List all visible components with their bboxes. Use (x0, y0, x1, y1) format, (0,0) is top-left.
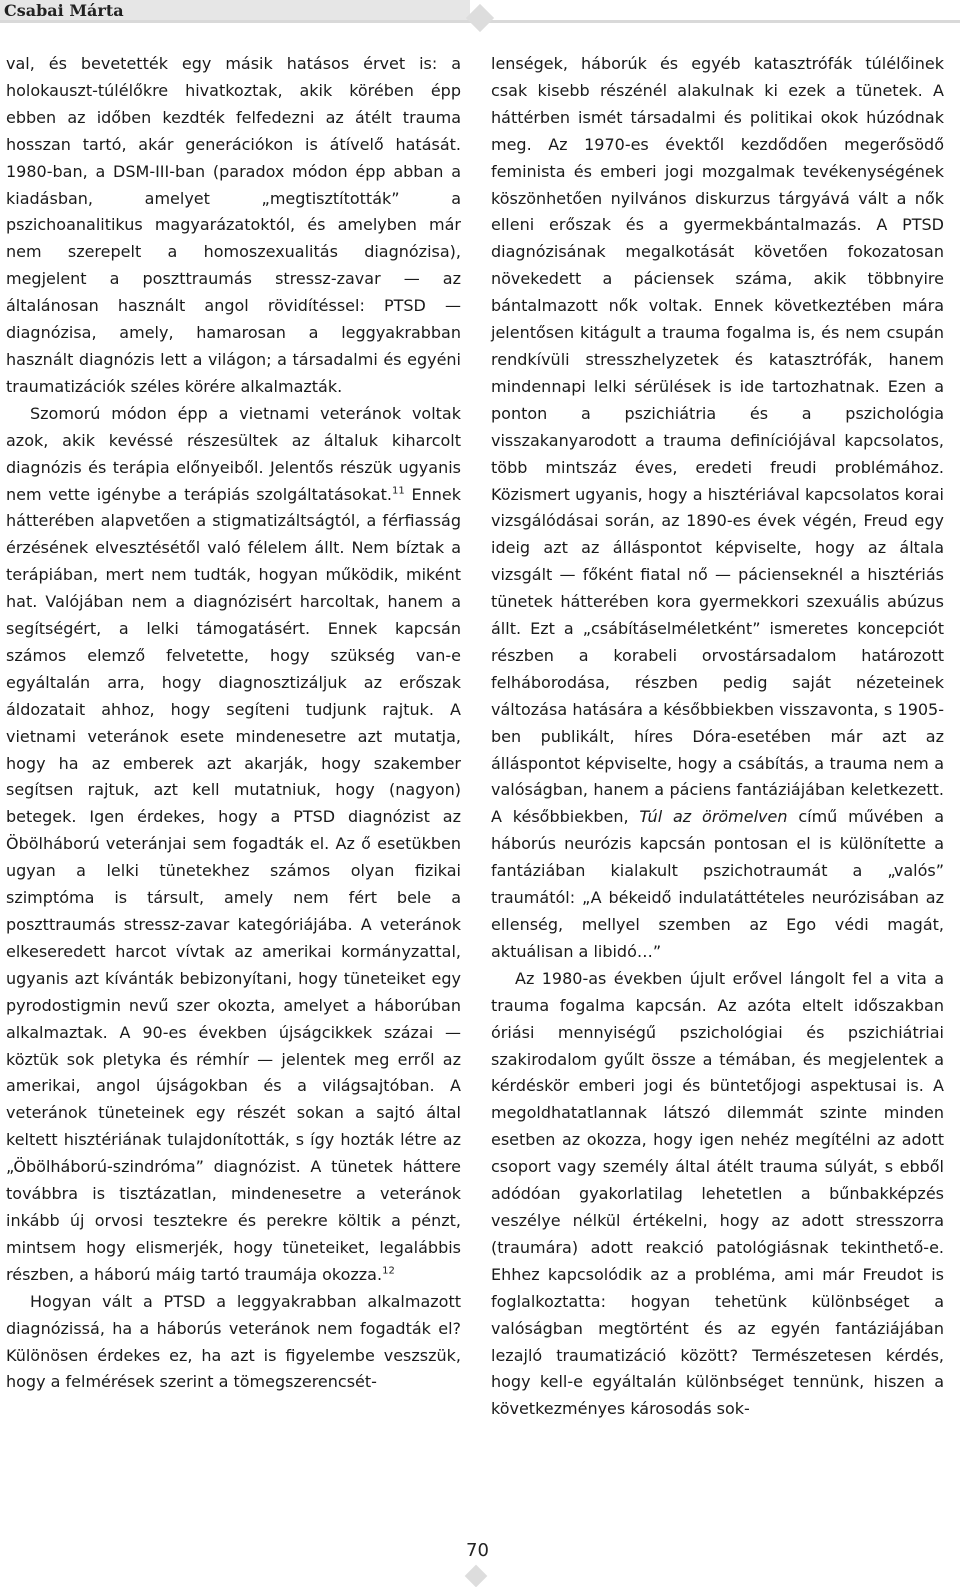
paragraph (491, 51, 944, 966)
text-run: Az 1980-as években újult erővel lángolt fel a vita a trauma fogalma kapcsán. Az azóta eltelt időszakban óriási mennyiségű pszichológiai és pszichiátriai szakirodalom gyűlt össze a témában, és megjelentek a kérdéskör emberi jogi és büntetőjogi aspektusai is. A megoldhatatlannak látszó dilemmát szinte minden esetben az okozza, hogy igen nehéz megítélni az adott csoport vagy személy által átélt trauma súlyát, s ebből adódóan gyakorlatilag lehetetlen a bűnbakképzés veszélye nélkül értékelni, hogy az adott stresszorra (traumára) adott reakció patológiásnak tekinthető-e. Ehhez kapcsolódik az a probléma, ami már Freudot is foglalkoztatta: hogyan tehetünk különbséget a valóságban megtörtént és az egyén fantáziájában lezajló traumatizáció között? Természetesen kérdés, hogy kell-e egyáltalán különbséget tennünk, hiszen a következményes károsodás sok- (491, 968, 944, 1419)
left-column (6, 51, 461, 1396)
footnote-reference: 11 (392, 485, 405, 497)
running-header (0, 0, 960, 36)
text-run: lenségek, háborúk és egyéb katasztrófák túlélőinek csak kisebb részénél alakulnak ki ezek a tünetek. A háttérben ismét társadalmi és politikai okok húzódnak meg. Az 1970-es évektől kezdődően megerősödő feminista és emberi jogi mozgalmak tevékenységének köszönhetően nyilvános diskurzus tárgyává vált a nők elleni erőszak és a gyermekbántalmazás. A PTSD diagnózisának megalkotását követően fokozatosan növekedett a páciensek száma, akik többnyire bántalmazott nők voltak. Ennek következtében mára jelentősen kitágult a trauma fogalma is, és nem csupán rendkívüli stresszhelyzetek és katasztrófák, hanem mindennapi lelki sérülések is ide tartozhatnak. Ezen a ponton a pszichiátria és a pszichológia visszakanyarodott a trauma definíciójával kapcsolatos, több mintszáz éves, eredeti freudi problémához. Közismert ugyanis, hogy a hisztériával kapcsolatos korai vizsgálódásai során, az 1890-es évek végén, Freud egy ideig azt az álláspontot képviselte, hogy az általa vizsgált — főként fiatal nő — pácienseknél a hisztériás tünetek hátterében kora gyermekkori szexuális abúzus állt. Ezt a „csábításelméletként” ismeretes koncepciót részben a korabeli orvostársadalom határozott felháborodása, részben pedig saját nézeteinek változása hatására a későbbiekben visszavonta, s 1905-ben publikált, híres Dóra-esetében már azt az álláspontot képviselte, hogy a csábítás, a trauma nem a valóságban, hanem a páciens fantáziájában keletkezett. A későbbiekben, (491, 54, 944, 827)
header-diamond-ornament (466, 4, 494, 32)
footer-diamond-ornament (465, 1565, 488, 1587)
paragraph (6, 401, 461, 1289)
text-run: Szomorú módon épp a vietnami veteránok voltak azok, akik kevéssé részesültek az általuk kiharcolt diagnózis és terápia előnyeiből. Jelentős részük ugyanis nem vette igénybe a terápiás szolgáltatásokat. (6, 403, 461, 504)
paragraph (6, 51, 461, 401)
text-run: Hogyan vált a PTSD a leggyakrabban alkalmazott diagnózissá, ha a háborús veteránok nem fogadták el? Különösen érdekes ez, ha azt is figyelembe veszszük, hogy a felmérések szerint a tömegszerencsét- (6, 1291, 461, 1392)
page-number: 70 (466, 1540, 489, 1561)
right-column (491, 51, 944, 1423)
text-run: val, és bevetették egy másik hatásos érvet is: a holokauszt-túlélőkre hivatkoztak, akik körében épp ebben az időben kezdték felfedezni az átélt trauma hosszan tartó, akár generációkon is átívelő hatását. 1980-ban, a DSM-III-ban (paradox módon épp abban a kiadásban, amelyet „megtisztították” a pszichoanalitikus magyarázatoktól, és amelyben már nem szerepelt a homoszexualitás diagnózisa), megjelent a poszttraumás stressz-zavar — az általánosan használt angol rövidítéssel: PTSD — diagnózisa, amely, hamarosan a leggyakrabban használt diagnózis lett a világon; a társadalmi és egyéni traumatizációk széles körére alkalmazták. (6, 54, 461, 396)
paragraph (491, 966, 944, 1423)
book-title: Túl az örömelven (639, 807, 788, 827)
text-run: Ennek hátterében alapvetően a stigmatizáltságtól, a férfiasság érzésének elvesztésétől való félelem állt. Nem bíztak a terápiában, mert nem tudták, hogyan működik, miként hat. Valójában nem a diagnózisért harcoltak, hanem a segítségért, a lelki támogatásért. Ennek kapcsán számos elemző felvetette, hogy szükség van-e egyáltalán arra, hogy diagnosztizáljuk az erőszak áldozatait ahhoz, hogy segíteni tudjunk rajtuk. A vietnami veteránok esete mindenesetre azt mutatja, hogy ha az emberek azt akarják, hogy szakember segítsen rajtuk, azt kell mutatniuk, hogy (nagyon) betegek. Igen érdekes, hogy a PTSD diagnózist az Öbölháború veteránjai sem fogadták el. Az ő esetükben ugyan a lelki tünetekhez számos olyan fizikai szimptóma is társult, amely nem fért bele a poszttraumás stressz-zavar kategóriájába. A veteránok elkeseredett harcot vívtak az amerikai kormányzattal, ugyanis azt kívánták bebizonyítani, hogy tüneteiket egy pyrodostigmin nevű szer okozta, amelyet a háborúban alkalmaztak. A 90-es években újságcikkek százai — köztük sok pletyka és rémhír — jelentek meg erről az amerikai, angol újságokban és a világsajtóban. A veteránok tüneteinek egy részét sokan a sajtó által keltett hisztériának tulajdonították, s így hozták létre az „Öbölháború-szindróma” diagnózist. A tünetek háttere továbbra is tisztázatlan, mindenesetre a veteránok inkább új orvosi tesztekre és perekre költik a pénzt, mintsem hogy elismerjék, hogy tüneteiket, legalábbis részben, a háború máig tartó traumája okozza. (6, 484, 461, 1284)
author-name: Csabai Márta (4, 1, 124, 20)
paragraph (6, 1289, 461, 1397)
footnote-reference: 12 (382, 1265, 395, 1277)
text-run: című művében a háborús neurózis kapcsán pontosan el is különítette a fantáziában kialakult pszichotraumát a „valós” traumától: „A békeidő indulatáttételes neurózisában az ellenség, mellyel szemben az Ego védi magát, aktuálisan a libidó…” (491, 807, 944, 961)
